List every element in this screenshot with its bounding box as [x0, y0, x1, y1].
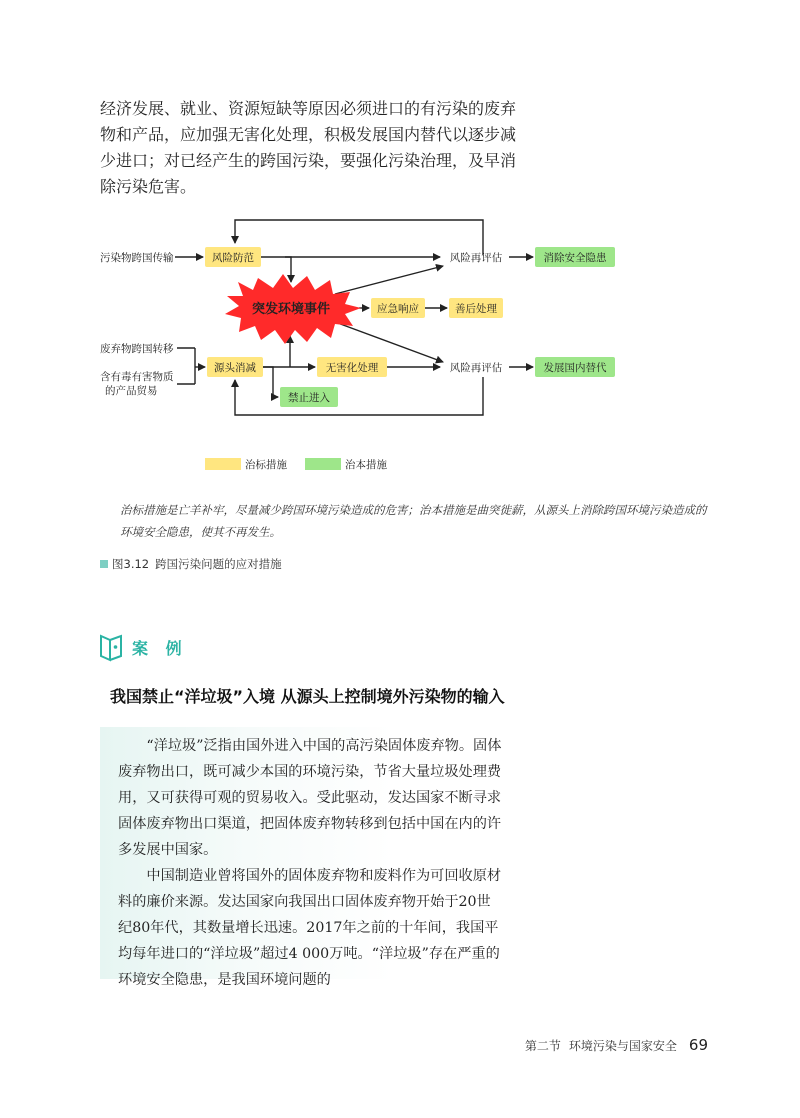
node-harmless-treatment-label: 无害化处理	[325, 362, 379, 374]
legend-symptom	[205, 458, 287, 471]
input-waste-transfer: 废弃物跨国转移	[100, 343, 174, 355]
input-hazardous-trade-line2: 的产品贸易	[105, 385, 158, 397]
case-section-header	[98, 631, 188, 663]
legend-root	[305, 458, 387, 471]
case-article-title: 我国禁止“洋垃圾”入境 从源头上控制境外污染物的输入	[110, 687, 505, 706]
node-eliminate-hazard-label: 消除安全隐患	[543, 252, 607, 264]
node-harmless-treatment	[317, 357, 387, 377]
node-aftermath	[449, 298, 503, 318]
legend-symptom-label: 治标措施	[245, 459, 287, 471]
case-article-body	[118, 733, 504, 993]
page-number: 69	[688, 1036, 708, 1054]
node-emergency-response	[371, 298, 425, 318]
case-paragraph-1: “洋垃圾”泛指由国外进入中国的高污染固体废弃物。固体废弃物出口，既可减少本国的环境污染，节省大量垃圾处理费用，又可获得可观的贸易收入。受此驱动，发达国家不断寻求固体废弃物出口渠道，把固体废弃物转移到包括中国在内的许多发展中国家。	[118, 738, 502, 858]
page-footer	[525, 1036, 708, 1054]
case-label: 案 例	[132, 638, 188, 658]
footer-title: 环境污染与国家安全	[568, 1039, 677, 1053]
input-hazardous-trade: 含有毒有害物质	[100, 371, 174, 383]
node-reassess-bottom: 风险再评估	[449, 362, 503, 374]
case-book-icon	[98, 632, 124, 662]
node-incident-label: 突发环境事件	[251, 302, 331, 317]
node-import-ban-label: 禁止进入	[288, 392, 330, 404]
figure-marker-square	[100, 560, 108, 568]
footer-section: 第二节	[524, 1039, 561, 1053]
case-paragraph-2: 中国制造业曾将国外的固体废弃物和废料作为可回收原材料的廉价来源。发达国家向我国出口固体废弃物开始于20世纪80年代，其数量增长迅速。2017年之前的十年间，我国平均每年进口的“洋垃圾”超过4 000万吨。“洋垃圾”存在严重的环境安全隐患，是我国环境问题的	[118, 868, 502, 988]
figure-number: 图3.12	[112, 557, 150, 571]
node-reassess-top: 风险再评估	[449, 252, 503, 264]
node-source-reduction	[207, 357, 263, 377]
intro-paragraph: 经济发展、就业、资源短缺等原因必须进口的有污染的废弃物和产品，应加强无害化处理，积极发展国内替代以逐步减少进口；对已经产生的跨国污染，要强化污染治理，及早消除污染危害。	[100, 99, 517, 196]
figure-caption-text: 治标措施是亡羊补牢，尽量减少跨国环境污染造成的危害；治本措施是曲突徙薪，从源头上消除跨国环境污染造成的环境安全隐患，使其不再发生。	[120, 503, 707, 539]
node-risk-prevention	[205, 247, 261, 267]
node-source-reduction-label: 源头消减	[214, 362, 256, 374]
node-eliminate-hazard	[535, 247, 615, 267]
input-pollutant-transfer: 污染物跨国传输	[100, 252, 174, 264]
countermeasure-diagram	[95, 210, 635, 480]
node-domestic-substitute-label: 发展国内替代	[543, 362, 607, 374]
node-import-ban	[280, 387, 338, 407]
node-risk-prevention-label: 风险防范	[212, 252, 254, 264]
node-domestic-substitute	[535, 357, 615, 377]
legend-root-label: 治本措施	[345, 459, 387, 471]
node-aftermath-label: 善后处理	[455, 303, 497, 315]
node-incident	[225, 274, 361, 344]
figure-title: 跨国污染问题的应对措施	[155, 557, 282, 571]
node-emergency-response-label: 应急响应	[377, 303, 419, 315]
figure-label	[100, 556, 282, 572]
